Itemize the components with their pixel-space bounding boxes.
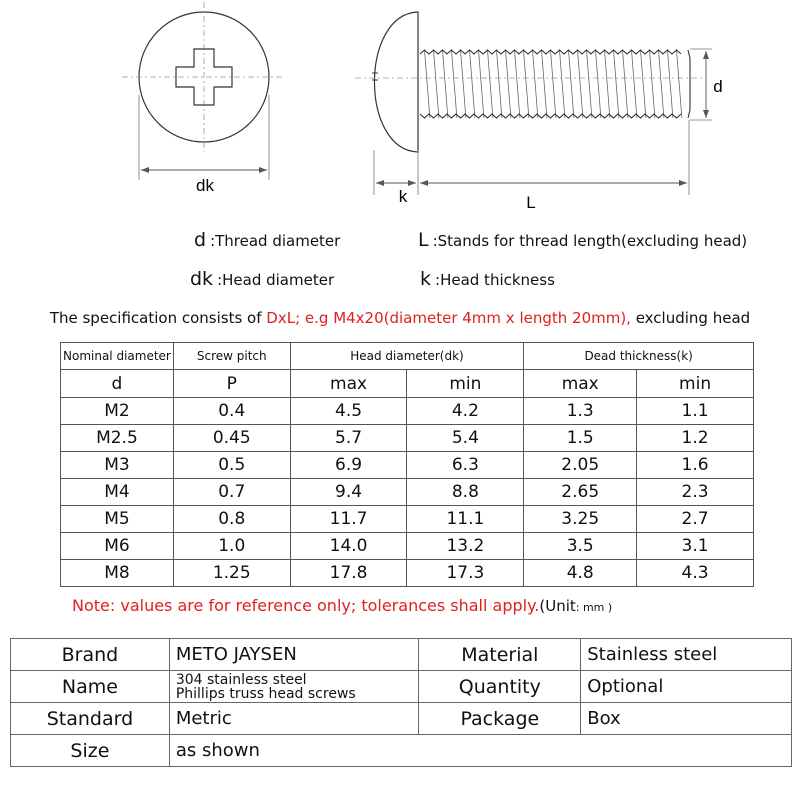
cell-d: M8 (61, 560, 174, 587)
dk-label: dk (196, 176, 214, 195)
unit-value: : mm ) (575, 601, 613, 614)
thread-line (515, 50, 520, 118)
k-arrow-right (408, 180, 416, 186)
brand-label: Brand (11, 639, 170, 671)
cell-d: M5 (61, 506, 174, 533)
name-label: Name (11, 671, 170, 703)
cell-p: 1.0 (173, 533, 290, 560)
thread-line (488, 50, 493, 118)
cell-dk-min: 17.3 (407, 560, 524, 587)
cell-d: M6 (61, 533, 174, 560)
info-row (11, 639, 792, 671)
cell-dk-min: 6.3 (407, 452, 524, 479)
cell-k-max: 4.8 (524, 560, 637, 587)
name-line-2: Phillips truss head screws (175, 685, 356, 702)
cell-k-max: 2.05 (524, 452, 637, 479)
legend-text: :Head diameter (217, 271, 335, 289)
material-value: Stainless steel (581, 639, 792, 671)
thread-line (551, 50, 556, 118)
legend-head-thickness (420, 268, 555, 290)
cell-k-min: 3.1 (637, 533, 754, 560)
cell-p: 0.7 (173, 479, 290, 506)
cell-k-max: 1.5 (524, 425, 637, 452)
thread-line (659, 50, 664, 118)
thread-line (641, 50, 646, 118)
thread-line (479, 50, 484, 118)
legend-symbol: k (420, 268, 432, 290)
cell-dk-max: 11.7 (290, 506, 407, 533)
cell-dk-max: 4.5 (290, 398, 407, 425)
thread-bottom-edge (420, 114, 681, 118)
d-arrow-bottom (703, 110, 709, 118)
cell-p: 0.8 (173, 506, 290, 533)
cell-k-min: 2.7 (637, 506, 754, 533)
screw-thread (420, 50, 690, 118)
thread-line (506, 50, 511, 118)
thread-line (587, 50, 592, 118)
thread-line (443, 50, 448, 118)
subheader-k-min: min (637, 370, 754, 398)
table-row (61, 506, 754, 533)
spec-highlight-example: e.g M4x20(diameter 4mm x length 20mm), (304, 309, 631, 327)
spec-highlight-dxl: DxL (266, 309, 296, 327)
thread-line (578, 50, 583, 118)
L-label: L (526, 193, 536, 212)
header-nominal-diameter: Nominal diameter (61, 343, 174, 370)
material-label: Material (419, 639, 581, 671)
package-value: Box (581, 703, 792, 735)
dimensions-table (60, 342, 754, 587)
legend-text: :Head thickness (435, 271, 555, 289)
table-header-row (61, 343, 754, 370)
legend-head-diameter (190, 268, 334, 290)
cell-p: 0.4 (173, 398, 290, 425)
cell-k-min: 1.1 (637, 398, 754, 425)
d-label: d (713, 77, 723, 96)
legend-text: :Stands for thread length(excluding head) (432, 232, 748, 250)
size-value: as shown (169, 735, 791, 767)
subheader-dk-min: min (407, 370, 524, 398)
product-info-table (10, 638, 792, 767)
thread-line (497, 50, 502, 118)
legend-text: :Thread diameter (210, 232, 341, 250)
dk-arrow-right (259, 167, 267, 173)
package-label: Package (419, 703, 581, 735)
thread-line (560, 50, 565, 118)
cell-dk-max: 9.4 (290, 479, 407, 506)
standard-value: Metric (169, 703, 419, 735)
name-line-1: 304 stainless steel (175, 671, 307, 688)
cell-k-max: 3.5 (524, 533, 637, 560)
subheader-d: d (61, 370, 174, 398)
size-label: Size (11, 735, 170, 767)
specification-line (0, 309, 800, 327)
table-row (61, 479, 754, 506)
table-row (61, 533, 754, 560)
info-row (11, 671, 792, 703)
cell-dk-max: 17.8 (290, 560, 407, 587)
table-subheader-row (61, 370, 754, 398)
subheader-dk-max: max (290, 370, 407, 398)
thread-line (461, 50, 466, 118)
cell-p: 0.5 (173, 452, 290, 479)
thread-line (569, 50, 574, 118)
reference-note (72, 596, 612, 615)
brand-value: METO JAYSEN (169, 639, 419, 671)
legend-symbol: L (418, 229, 429, 251)
cell-k-max: 1.3 (524, 398, 637, 425)
thread-end (688, 50, 690, 118)
cell-dk-min: 13.2 (407, 533, 524, 560)
screw-diagram (0, 0, 800, 215)
thread-line (650, 50, 655, 118)
thread-line (614, 50, 619, 118)
header-head-diameter: Head diameter(dk) (290, 343, 524, 370)
cell-dk-max: 5.7 (290, 425, 407, 452)
cell-k-max: 2.65 (524, 479, 637, 506)
header-screw-pitch: Screw pitch (173, 343, 290, 370)
cell-dk-min: 4.2 (407, 398, 524, 425)
legend-thread-length (418, 229, 747, 251)
name-value (169, 671, 419, 703)
quantity-value: Optional (581, 671, 792, 703)
table-row (61, 452, 754, 479)
table-row (61, 398, 754, 425)
dk-arrow-left (141, 167, 149, 173)
cell-p: 0.45 (173, 425, 290, 452)
cell-k-min: 1.2 (637, 425, 754, 452)
info-row (11, 703, 792, 735)
legend-symbol: d (194, 229, 207, 251)
table-row (61, 560, 754, 587)
thread-line (524, 50, 529, 118)
unit-label: (Unit (539, 597, 576, 615)
spec-suffix: excluding head (630, 309, 751, 327)
d-arrow-top (703, 51, 709, 59)
table-row (61, 425, 754, 452)
cell-dk-min: 11.1 (407, 506, 524, 533)
spec-prefix: The specification consists of (49, 309, 267, 327)
info-row (11, 735, 792, 767)
cell-k-min: 1.6 (637, 452, 754, 479)
thread-line (632, 50, 637, 118)
header-head-thickness: Dead thickness(k) (524, 343, 754, 370)
quantity-label: Quantity (419, 671, 581, 703)
thread-line (425, 50, 430, 118)
cell-k-max: 3.25 (524, 506, 637, 533)
cell-dk-max: 14.0 (290, 533, 407, 560)
screw-head-side (375, 12, 419, 152)
L-arrow-right (679, 180, 687, 186)
k-arrow-left (376, 180, 384, 186)
cell-dk-min: 5.4 (407, 425, 524, 452)
legend-symbol: dk (190, 268, 214, 290)
cell-d: M3 (61, 452, 174, 479)
legend-thread-diameter (194, 229, 340, 251)
thread-line (605, 50, 610, 118)
thread-line (623, 50, 628, 118)
thread-line (542, 50, 547, 118)
cell-dk-max: 6.9 (290, 452, 407, 479)
cell-k-min: 4.3 (637, 560, 754, 587)
cell-p: 1.25 (173, 560, 290, 587)
thread-line (596, 50, 601, 118)
thread-line (677, 50, 682, 118)
cell-k-min: 2.3 (637, 479, 754, 506)
L-arrow-left (420, 180, 428, 186)
spec-mid: ; (295, 309, 305, 327)
cell-dk-min: 8.8 (407, 479, 524, 506)
thread-line (470, 50, 475, 118)
cell-d: M2 (61, 398, 174, 425)
standard-label: Standard (11, 703, 170, 735)
thread-line (434, 50, 439, 118)
thread-line (452, 50, 457, 118)
cell-d: M4 (61, 479, 174, 506)
k-label: k (398, 187, 408, 206)
thread-line (533, 50, 538, 118)
cell-d: M2.5 (61, 425, 174, 452)
subheader-k-max: max (524, 370, 637, 398)
thread-line (668, 50, 673, 118)
note-text: Note: values are for reference only; tolerances shall apply. (72, 596, 540, 615)
subheader-p: P (173, 370, 290, 398)
